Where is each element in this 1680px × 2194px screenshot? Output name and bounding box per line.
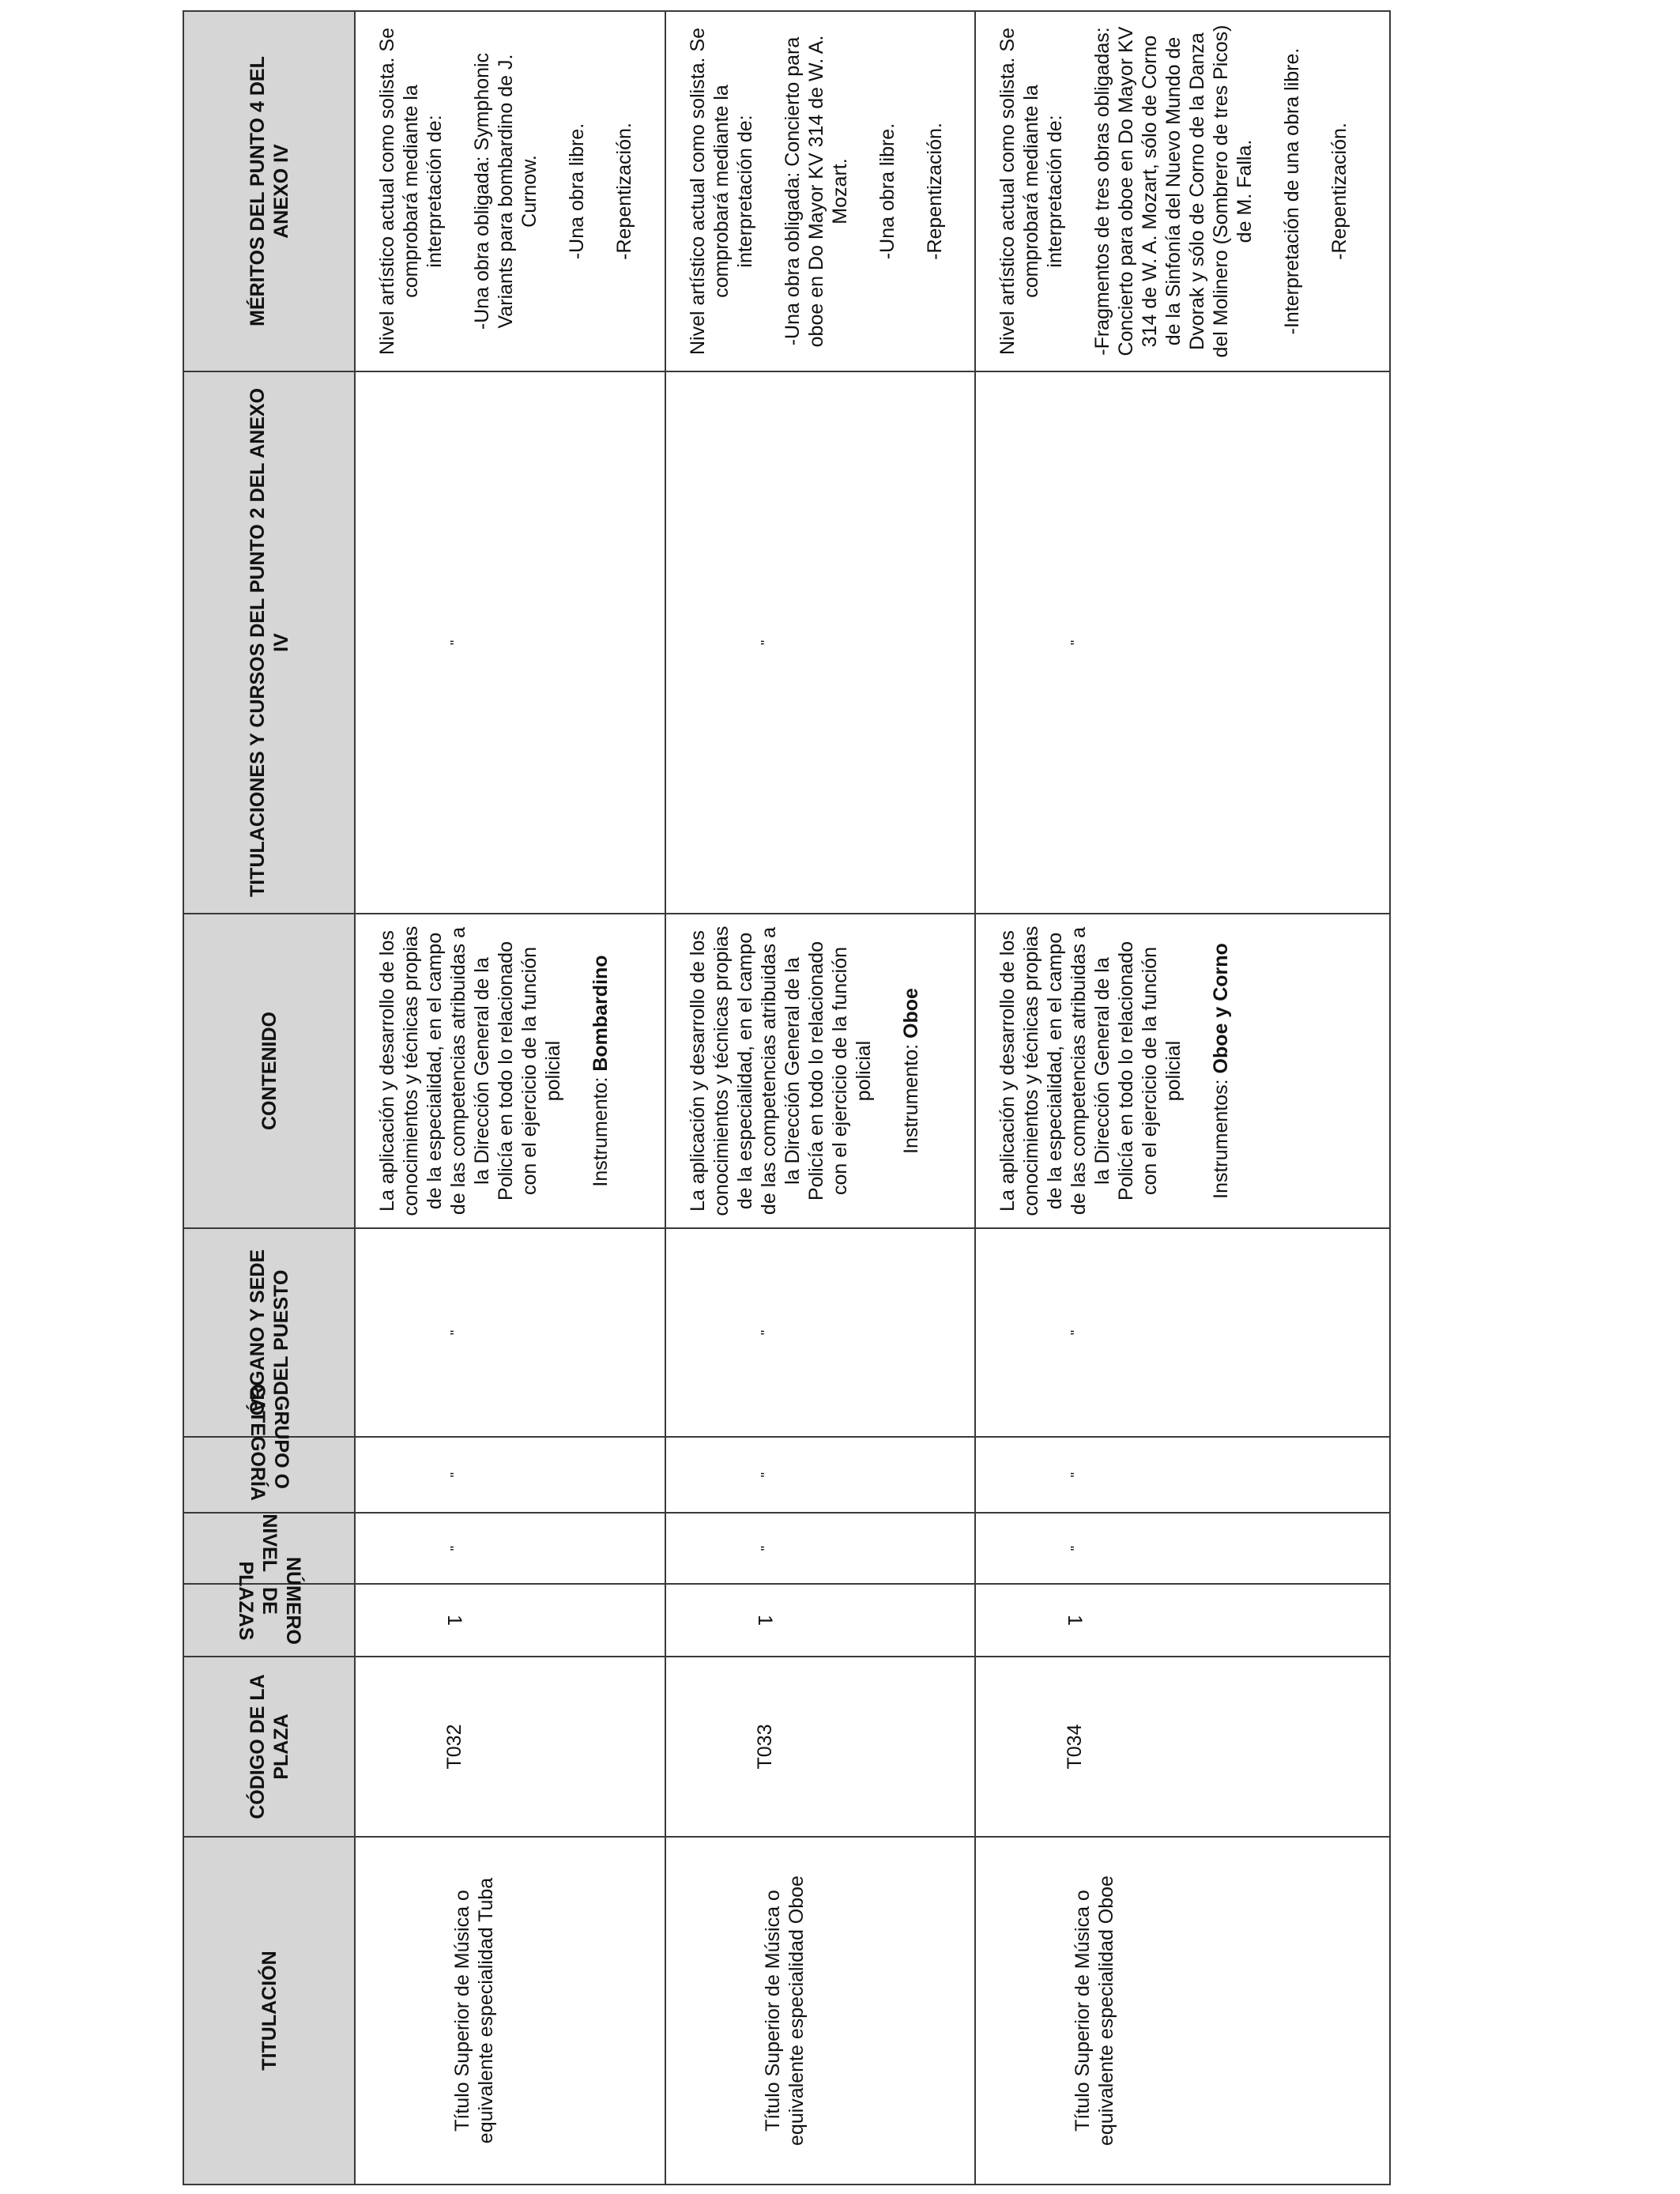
meritos-item: -Interpretación de una obra libre. (1281, 47, 1304, 335)
contenido-text: La aplicación y desarrollo de los conocimientos y técnicas propias de la especialidad, en el campo de las competencias atribuidas a la Dirección General de la Policía en todo lo relacionado con el ejercicio de la función policial (686, 925, 875, 1216)
instrumento-line (1209, 925, 1233, 1216)
cell-numero (665, 1584, 976, 1657)
cell-grupo-text: " (1068, 1472, 1085, 1478)
header-numero-text: NÚMERO DE PLAZAS (234, 1556, 304, 1645)
cell-grupo (355, 1437, 665, 1513)
meritos-item: -Repentización. (613, 123, 635, 260)
plazas-table (183, 10, 1391, 2185)
cell-titulaciones (975, 371, 1390, 914)
plazas-table-wrapper (183, 12, 1391, 2185)
header-contenido: CONTENIDO (183, 914, 355, 1228)
instrumento-line (589, 925, 612, 1216)
cell-contenido (355, 914, 665, 1228)
cell-grupo-text: " (448, 1472, 464, 1478)
meritos-intro: Nivel artístico actual como solista. Se comprobará mediante la interpretación de: (686, 27, 756, 356)
cell-codigo: T033 (665, 1657, 976, 1837)
cell-numero (355, 1584, 665, 1657)
cell-organo (975, 1228, 1390, 1437)
table-row (355, 11, 665, 2185)
cell-meritos (975, 11, 1390, 371)
instrumento-label: Instrumentos: (1210, 1073, 1233, 1199)
cell-numero (975, 1584, 1390, 1657)
cell-titulacion: Título Superior de Música o equivalente especialidad Oboe (975, 1837, 1390, 2185)
cell-organo-text: " (758, 1329, 774, 1336)
meritos-item: -Repentización. (1328, 123, 1351, 260)
instrumento-value: Oboe y Corno (1210, 943, 1233, 1074)
meritos-item: -Una obra obligada: Symphonic Variants para bombardino de J. Curnow. (471, 52, 541, 330)
header-titulaciones: TITULACIONES Y CURSOS DEL PUNTO 2 DEL ANEXO IV (183, 371, 355, 914)
cell-organo-text: " (1068, 1329, 1085, 1336)
header-meritos: MÉRITOS DEL PUNTO 4 DEL ANEXO IV (183, 11, 355, 371)
meritos-item: -Una obra obligada: Concierto para oboe en Do Mayor KV 314 de W. A. Mozart. (781, 35, 851, 348)
cell-titulaciones-text: " (1068, 639, 1085, 646)
header-titulacion: TITULACIÓN (183, 1837, 355, 2185)
contenido-text: La aplicación y desarrollo de los conocimientos y técnicas propias de la especialidad, en el campo de las competencias atribuidas a la Dirección General de la Policía en todo lo relacionado con el ejercicio de la función policial (376, 925, 564, 1216)
table-row (665, 11, 976, 2185)
cell-meritos (355, 11, 665, 371)
header-nivel-text: NIVEL (258, 1514, 281, 1572)
cell-titulaciones-text: " (758, 639, 774, 646)
header-grupo (183, 1383, 355, 1513)
header-grupo-text: GRUPO O CATEGORÍA (246, 1383, 292, 1501)
cell-titulaciones-text: " (448, 639, 464, 646)
cell-meritos (665, 11, 976, 371)
cell-nivel (355, 1513, 665, 1584)
cell-nivel-text: " (448, 1545, 464, 1551)
cell-grupo-text: " (758, 1472, 774, 1478)
meritos-item: -Repentización. (923, 123, 946, 260)
cell-nivel-text: " (1068, 1545, 1085, 1551)
cell-nivel (975, 1513, 1390, 1584)
header-numero (183, 1556, 355, 1657)
cell-codigo: T032 (355, 1657, 665, 1837)
cell-nivel (665, 1513, 976, 1584)
meritos-item: -Fragmentos de tres obras obligadas: Concierto para oboe en Do Mayor KV 314 de W. A. Mozart, sólo de Corno de la Sinfonía del Nuevo Mundo de Dvorak y sólo de Corno de la Danza del Molinero (Sombrero de tres Picos) de M. Falla. (1091, 25, 1256, 358)
meritos-item: -Una obra libre. (876, 123, 898, 260)
meritos-intro: Nivel artístico actual como solista. Se comprobará mediante la interpretación de: (996, 27, 1067, 356)
header-codigo: CÓDIGO DE LA PLAZA (183, 1657, 355, 1837)
cell-numero-text: 1 (1064, 1615, 1087, 1626)
cell-grupo (975, 1437, 1390, 1513)
instrumento-label: Instrumento: (590, 1071, 612, 1187)
cell-titulaciones (665, 371, 976, 914)
cell-numero-text: 1 (443, 1615, 465, 1626)
header-organo: ÓRGANO Y SEDE DEL PUESTO (183, 1228, 355, 1437)
cell-organo-text: " (448, 1329, 464, 1336)
cell-nivel-text: " (758, 1545, 774, 1551)
cell-codigo: T034 (975, 1657, 1390, 1837)
instrumento-line (899, 925, 923, 1216)
instrumento-value: Bombardino (590, 955, 612, 1072)
table-row (975, 11, 1390, 2185)
cell-organo (665, 1228, 976, 1437)
cell-titulacion: Título Superior de Música o equivalente especialidad Oboe (665, 1837, 976, 2185)
cell-contenido (665, 914, 976, 1228)
meritos-item: -Una obra libre. (566, 123, 588, 260)
meritos-intro: Nivel artístico actual como solista. Se comprobará mediante la interpretación de: (376, 27, 446, 356)
instrumento-value: Oboe (899, 988, 922, 1039)
header-row (183, 11, 355, 2185)
cell-contenido (975, 914, 1390, 1228)
instrumento-label: Instrumento: (899, 1039, 922, 1154)
cell-grupo (665, 1437, 976, 1513)
cell-organo (355, 1228, 665, 1437)
contenido-text: La aplicación y desarrollo de los conocimientos y técnicas propias de la especialidad, en el campo de las competencias atribuidas a la Dirección General de la Policía en todo lo relacionado con el ejercicio de la función policial (996, 925, 1185, 1216)
cell-titulaciones (355, 371, 665, 914)
cell-numero-text: 1 (753, 1615, 776, 1626)
cell-titulacion: Título Superior de Música o equivalente especialidad Tuba (355, 1837, 665, 2185)
